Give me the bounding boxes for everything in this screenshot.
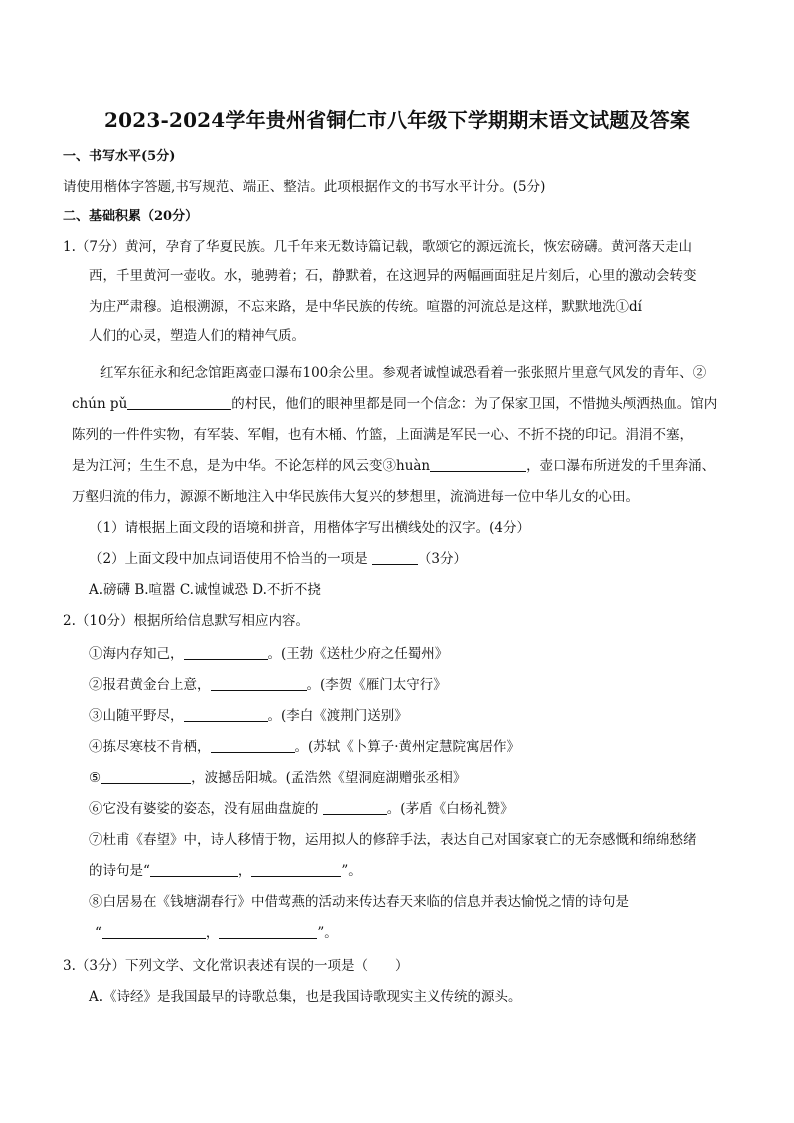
page-title: 2023-2024学年贵州省铜仁市八年级下学期期末语文试题及答案 bbox=[103, 108, 691, 132]
q2-item4-text: ④拣尽寒枝不肯栖， bbox=[89, 739, 211, 755]
answer-blank-2[interactable] bbox=[127, 395, 231, 410]
answer-blank-q2-8a[interactable] bbox=[102, 924, 206, 939]
q2-item1-text: ①海内存知己， bbox=[89, 646, 184, 662]
q1-para2-line3: 陈列的一件件实物，有军装、军帽，也有木桶、竹篮，上面满是军民一心、不折不挠的印记。涓涓不塞， bbox=[72, 427, 693, 443]
answer-blank-q2-8b[interactable] bbox=[219, 924, 317, 939]
answer-blank-q2-1[interactable] bbox=[184, 645, 268, 660]
q1-para2-line5: 万壑归流的伟力，源源不断地注入中华民族伟大复兴的梦想里，流淌进每一位中华儿女的心田。 bbox=[72, 489, 639, 505]
q2-item7-line1: ⑦杜甫《春望》中，诗人移情于物，运用拟人的修辞手法，表达自己对国家衰亡的无奈感慨和绵绵愁绪 bbox=[89, 832, 697, 848]
answer-blank-q2-7b[interactable] bbox=[251, 862, 341, 877]
q2-item2-text: ②报君黄金台上意， bbox=[89, 677, 211, 693]
q1-sub1: （1）请根据上面文段的语境和拼音，用楷体字写出横线处的汉字。(4分） bbox=[89, 520, 530, 536]
q1-para2-line4-text: 是为江河；生生不息，是为中华。不论怎样的风云变③huàn bbox=[72, 458, 431, 474]
q2-item7-prefix: 的诗句是“ bbox=[89, 863, 150, 879]
q2-item6 bbox=[89, 800, 514, 818]
q2-item1 bbox=[89, 645, 448, 663]
q2-item3 bbox=[89, 707, 408, 725]
q2-item4-source: 。(苏轼《卜算子·黄州定慧院寓居作》 bbox=[294, 739, 521, 755]
q1-para2-line1: 红军东征永和纪念馆距离壶口瀑布100余公里。参观者诚惶诚恐看着一张张照片里意气风发的青年、② bbox=[100, 365, 707, 381]
q1-line3: 为庄严肃穆。追根溯源，不忘来路，是中华民族的传统。喧嚣的河流总是这样，默默地洗①dí bbox=[89, 299, 642, 315]
q2-item4 bbox=[89, 738, 520, 756]
q2-item3-source: 。(李白《渡荆门送别》 bbox=[267, 708, 408, 724]
q2-item8-suffix: ”。 bbox=[317, 925, 338, 941]
section1-heading: 一、书写水平(5分) bbox=[63, 149, 176, 164]
q1-line4: 人们的心灵，塑造人们的精神气质。 bbox=[89, 328, 305, 344]
answer-blank-q2-2[interactable] bbox=[211, 676, 307, 691]
answer-blank-q2-3[interactable] bbox=[184, 707, 268, 722]
section1-text: 请使用楷体字答题,书写规范、端正、整洁。此项根据作文的书写水平计分。(5分) bbox=[63, 179, 546, 195]
q2-item6-source: 。(茅盾《白杨礼赞》 bbox=[386, 801, 514, 817]
q2-item5 bbox=[89, 769, 466, 787]
answer-blank-q2-7a[interactable] bbox=[150, 862, 238, 877]
q1-para2-line2-text: 的村民，他们的眼神里都是同一个信念：为了保家卫国，不惜抛头颅洒热血。馆内 bbox=[231, 396, 718, 412]
q2-item5-source: ，波撼岳阳城。(孟浩然《望洞庭湖赠张丞相》 bbox=[191, 770, 467, 786]
section2-heading: 二、基础积累（20分） bbox=[63, 209, 199, 224]
answer-blank-q2-4[interactable] bbox=[211, 738, 295, 753]
q1-line1: 1.（7分）黄河，孕育了华夏民族。几千年来无数诗篇记载，歌颂它的源远流长，恢宏磅礴。黄河落天走山 bbox=[63, 239, 692, 255]
q1-para2-line4 bbox=[72, 457, 715, 475]
q1-sub2 bbox=[89, 550, 467, 568]
q1-line2: 西，千里黄河一壶收。水，驰骋着；石，静默着，在这迥异的两幅画面驻足片刻后，心里的激动会转变 bbox=[89, 268, 697, 284]
answer-blank-q2-5[interactable] bbox=[101, 769, 191, 784]
answer-blank-3[interactable] bbox=[430, 457, 526, 472]
q1-sub2-score: （3分） bbox=[417, 551, 467, 567]
q2-item2 bbox=[89, 676, 447, 694]
q3-option-a: A.《诗经》是我国最早的诗歌总集，也是我国诗歌现实主义传统的源头。 bbox=[89, 989, 522, 1005]
q2-item2-source: 。(李贺《雁门太守行》 bbox=[306, 677, 447, 693]
q2-item8-line2 bbox=[95, 924, 338, 942]
q2-item3-text: ③山随平野尽， bbox=[89, 708, 184, 724]
q2-intro: 2.（10分）根据所给信息默写相应内容。 bbox=[63, 613, 310, 629]
q1-sub2-text: （2）上面文段中加点词语使用不恰当的一项是 bbox=[89, 551, 368, 567]
pinyin-chunpu: chún pǔ bbox=[72, 396, 128, 412]
q2-item7-suffix: ”。 bbox=[341, 863, 362, 879]
q1-para2-line4-tail: ，壶口瀑布所迸发的千里奔涌、 bbox=[526, 458, 716, 474]
q1-para2-line2 bbox=[72, 395, 717, 413]
q2-item8-prefix: “ bbox=[95, 925, 102, 941]
q2-item8-line1: ⑧白居易在《钱塘湖春行》中借莺燕的活动来传达春天来临的信息并表达愉悦之情的诗句是 bbox=[89, 894, 629, 910]
q3-intro: 3.（3分）下列文学、文化常识表述有误的一项是（ ） bbox=[63, 958, 409, 974]
answer-blank-sub2[interactable] bbox=[372, 550, 418, 565]
q2-item7-comma: ， bbox=[237, 863, 252, 879]
q1-options: A.磅礴 B.喧嚣 C.诚惶诚恐 D.不折不挠 bbox=[89, 582, 321, 598]
q2-item8-comma: ， bbox=[205, 925, 220, 941]
q2-item6-text: ⑥它没有婆娑的姿态，没有屈曲盘旋的 bbox=[89, 801, 319, 817]
q2-item5-text: ⑤ bbox=[89, 770, 102, 786]
q2-item1-source: 。(王勃《送杜少府之任蜀州》 bbox=[267, 646, 449, 662]
q2-item7-line2 bbox=[89, 862, 362, 880]
answer-blank-q2-6[interactable] bbox=[323, 800, 387, 815]
